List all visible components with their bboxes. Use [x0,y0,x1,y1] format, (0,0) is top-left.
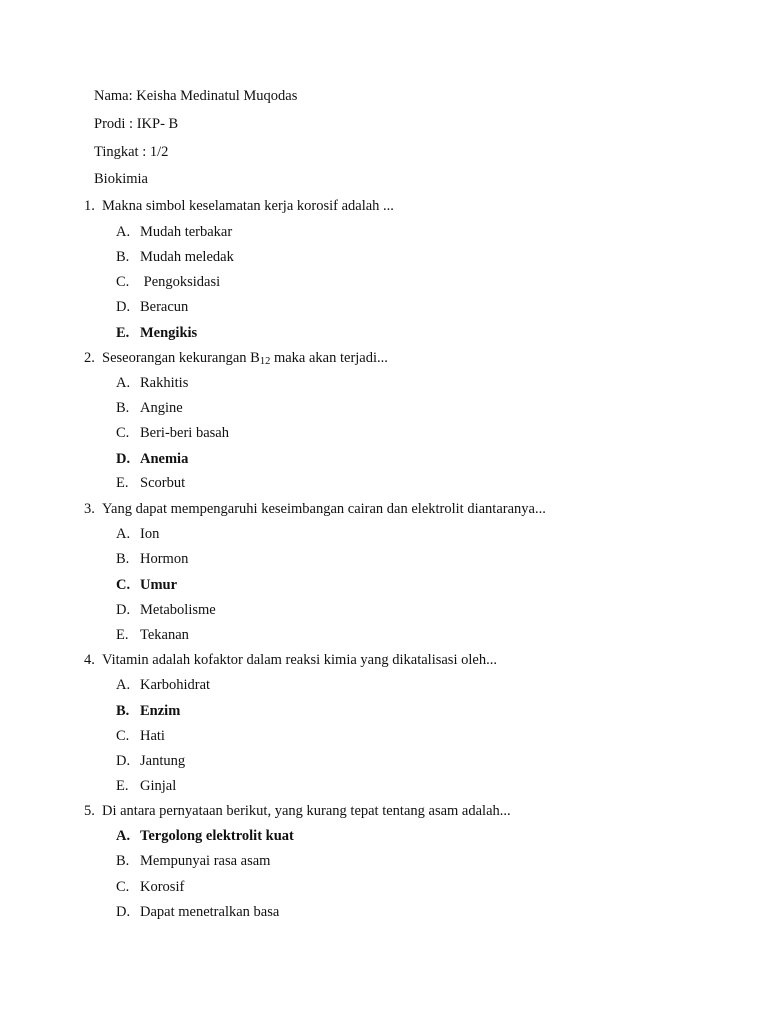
option-text: Karbohidrat [140,677,211,693]
option-text: Angine [140,400,183,416]
study-program: Prodi : IKP- B [94,116,179,132]
question-text: Vitamin adalah kofaktor dalam reaksi kimia yang dikatalisasi oleh... [102,652,497,668]
option-letter: B. [116,853,130,869]
option-letter: C. [116,879,130,895]
option-text: Mempunyai rasa asam [140,853,271,869]
question-number: 2. [84,350,95,366]
option-letter: E. [116,475,129,491]
answer-letter: C. [116,577,131,593]
option-letter: B. [116,400,130,416]
option-letter: C. [116,728,130,744]
option-text: Mudah meledak [140,249,234,265]
option-text: Korosif [140,879,185,895]
answer-letter: E. [116,325,130,341]
option-letter: D. [116,299,131,315]
answer-text: Umur [140,577,178,593]
answer-letter: A. [116,828,131,844]
option-text: Ion [140,526,160,542]
answer-text: Enzim [140,703,181,719]
question-text: Yang dapat mempengaruhi keseimbangan cairan dan elektrolit diantaranya... [102,501,546,517]
option-text: Pengoksidasi [140,274,221,290]
question-number: 3. [84,501,95,517]
option-text: Ginjal [140,778,177,794]
student-name: Nama: Keisha Medinatul Muqodas [94,88,298,104]
subject-title: Biokimia [94,171,148,187]
option-letter: D. [116,753,131,769]
option-letter: A. [116,375,131,391]
option-text: Rakhitis [140,375,189,391]
answer-letter: D. [116,451,131,467]
answer-text: Anemia [140,451,189,467]
option-text: Mudah terbakar [140,224,233,240]
question-text: Di antara pernyataan berikut, yang kurang tepat tentang asam adalah... [102,803,511,819]
question-text: Seseorangan kekurangan $B_{12}$ maka akan terjadi... [102,350,388,367]
option-letter: B. [116,551,130,567]
option-letter: A. [116,526,131,542]
option-text: Hati [140,728,165,744]
option-letter: D. [116,904,131,920]
option-text: Scorbut [140,475,186,491]
option-text: Metabolisme [140,602,216,618]
option-letter: A. [116,224,131,240]
option-text: Jantung [140,753,186,769]
option-text: Beracun [140,299,189,315]
option-letter: B. [116,249,130,265]
question-number: 4. [84,652,95,668]
option-letter: A. [116,677,131,693]
option-text: Tekanan [140,627,189,643]
level: Tingkat : 1/2 [94,144,169,160]
option-text: Beri-beri basah [140,425,229,441]
question-number: 5. [84,803,95,819]
answer-text: Mengikis [140,325,198,341]
question-number: 1. [84,198,95,214]
option-text: Dapat menetralkan basa [140,904,280,920]
subscript: 12 [259,356,271,367]
question-text: Makna simbol keselamatan kerja korosif adalah ... [102,198,394,214]
option-letter: D. [116,602,131,618]
option-letter: E. [116,778,129,794]
option-letter: C. [116,425,130,441]
answer-text: Tergolong elektrolit kuat [140,828,294,844]
answer-letter: B. [116,703,130,719]
option-letter: C. [116,274,130,290]
option-letter: E. [116,627,129,643]
option-text: Hormon [140,551,189,567]
